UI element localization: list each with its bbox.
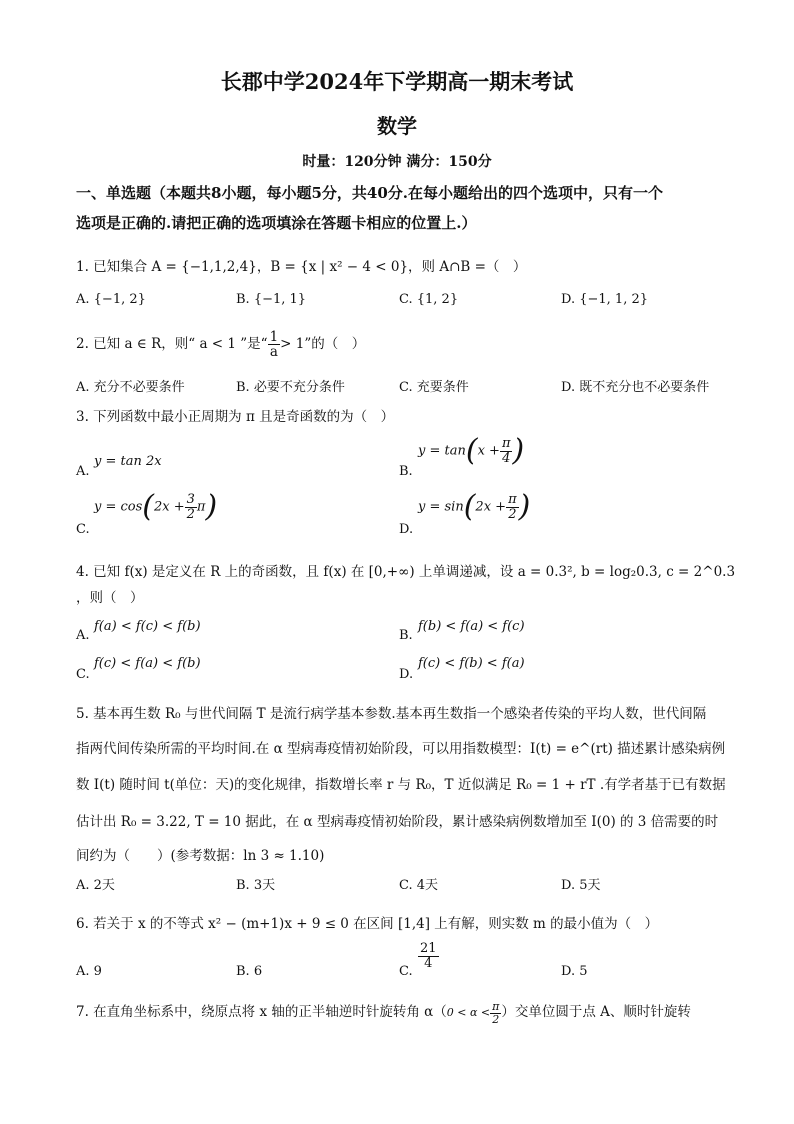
q3-d-inner: 2x + [475, 499, 507, 515]
q7-cond-num: π [492, 999, 500, 1013]
q7-cond-pre: 0 < α < [446, 1006, 491, 1019]
exam-subject: 数学 [377, 114, 417, 138]
q3-c-inner: 2x + [154, 499, 185, 515]
q2-stem-pre: 2. 已知 a ∈ R，则“ a < 1 ”是“ [76, 336, 268, 353]
q3-c-fraction [185, 493, 197, 521]
q6-option-d: D. 5 [561, 964, 588, 979]
section-heading-line2: 选项是正确的.请把正确的选项填涂在答题卡相应的位置上.） [76, 214, 477, 232]
q3-c-func: y = cos [94, 499, 143, 515]
q3-d-num: π [508, 491, 517, 507]
q3-option-c-expr: y = cos(2x + $\frac{3}{2}$ π) [94, 489, 218, 524]
q5-option-a: A. 2天 [76, 878, 115, 893]
q2-option-d: D. 既不充分也不必要条件 [561, 380, 710, 395]
q7-stem [76, 1000, 691, 1025]
q6-c-den: 4 [424, 955, 433, 971]
q2-frac-den: a [269, 344, 278, 361]
q3-c-num: 3 [186, 491, 195, 507]
q4-option-a-expr: f(a) < f(c) < f(b) [94, 619, 201, 634]
q5-line2: 指两代间传染所需的平均时间.在 α 型病毒疫情初始阶段，可以用指数模型：I(t) = e^(rt) 描述累计感染病例 [76, 741, 726, 757]
q2-option-a: A. 充分不必要条件 [76, 380, 185, 395]
q2-fraction [268, 330, 281, 359]
q2-rel: > 1 [280, 336, 305, 353]
q4-option-b-label: B. [399, 628, 413, 643]
q5-line5: 间约为（ ）(参考数据：ln 3 ≈ 1.10) [76, 848, 325, 864]
q6-option-b: B. 6 [236, 964, 263, 979]
q4-option-c-expr: f(c) < f(a) < f(b) [94, 656, 201, 671]
q3-option-d-label: D. [399, 522, 414, 537]
section-heading-line1: 一、单选题（本题共8小题，每小题5分，共40分.在每小题给出的四个选项中，只有一个 [76, 184, 663, 202]
q3-option-a-expr: y = tan 2x [94, 454, 162, 469]
q4-option-d-label: D. [399, 667, 414, 682]
q2-option-c: C. 充要条件 [399, 380, 469, 395]
q5-option-b: B. 3天 [236, 878, 276, 893]
q7-cond-den: 2 [492, 1012, 500, 1026]
q2-option-b: B. 必要不充分条件 [236, 380, 345, 395]
q1-option-d: D. {−1, 1, 2} [561, 292, 649, 307]
q7-stem-pre: 7. 在直角坐标系中，绕原点将 x 轴的正半轴逆时针旋转角 α（ [76, 1004, 447, 1020]
q3-option-b-label: B. [399, 464, 413, 479]
q4-option-c-label: C. [76, 667, 90, 682]
q4-stem-cont: ，则（ ） [76, 590, 144, 606]
q2-stem [76, 330, 365, 359]
q1-option-c: C. {1, 2} [399, 292, 459, 307]
q6-option-c-label: C. [399, 964, 413, 979]
q7-condition [446, 999, 502, 1026]
q6-option-a: A. 9 [76, 964, 102, 979]
q3-b-fraction [500, 437, 513, 465]
q3-b-inner: x + [477, 443, 500, 459]
q1-option-a: A. {−1, 2} [76, 292, 146, 307]
q2-frac-num: 1 [269, 329, 279, 345]
q5-line4: 估计出 R₀ = 3.22, T = 10 据此，在 α 型病毒疫情初始阶段，累计感染病例数增加至 I(0) 的 3 倍需要的时 [76, 814, 719, 830]
q3-d-fraction [506, 493, 519, 521]
q6-stem: 6. 若关于 x 的不等式 x² − (m+1)x + 9 ≤ 0 在区间 [1,4] 上有解，则实数 m 的最小值为（ ） [76, 916, 659, 932]
q3-option-a-label: A. [76, 464, 90, 479]
q6-c-num: 21 [420, 941, 437, 956]
q5-line3: 数 I(t) 随时间 t(单位：天)的变化规律，指数增长率 r 与 R₀，T 近似满足 R₀ = 1 + rT .有学者基于已有数据 [76, 777, 726, 793]
q4-stem: 4. 已知 f(x) 是定义在 R 上的奇函数，且 f(x) 在 [0,+∞) 上单调递减，设 a = 0.3², b = log₂0.3, c = 2^0.3 [76, 564, 736, 580]
q3-option-b-expr: y = tan(x + $\frac{\pi}{4}$ ) [418, 433, 525, 468]
q4-option-b-expr: f(b) < f(a) < f(c) [418, 619, 525, 634]
q3-option-c-label: C. [76, 522, 90, 537]
q4-option-a-label: A. [76, 628, 90, 643]
q3-stem: 3. 下列函数中最小正周期为 π 且是奇函数的为（ ） [76, 409, 395, 425]
exam-info: 时量：120分钟 满分：150分 [302, 154, 492, 170]
q3-b-den: 4 [502, 450, 511, 466]
q3-c-den: 2 [186, 506, 195, 522]
q1-stem: 1. 已知集合 A = {−1,1,2,4}，B = {x | x² − 4 < 0}，则 A∩B =（ ） [76, 259, 527, 275]
q1-option-b: B. {−1, 1} [236, 292, 307, 307]
q3-b-func: y = tan [418, 443, 466, 459]
q7-stem-post: ）交单位圆于点 A、顺时针旋转 [501, 1004, 691, 1020]
q3-d-func: y = sin [418, 499, 464, 515]
q5-option-c: C. 4天 [399, 878, 439, 893]
q6-option-c-fraction [418, 942, 439, 970]
q5-line1: 5. 基本再生数 R₀ 与世代间隔 T 是流行病学基本参数.基本再生数指一个感染者传染的平均人数，世代间隔 [76, 706, 707, 722]
q3-c-tail: π [196, 499, 206, 515]
q4-option-d-expr: f(c) < f(b) < f(a) [418, 656, 525, 671]
q3-b-num: π [501, 435, 511, 451]
q2-stem-post: ”的（ ） [304, 336, 366, 353]
q3-d-den: 2 [508, 506, 517, 522]
q5-option-d: D. 5天 [561, 878, 601, 893]
exam-title: 长郡中学2024年下学期高一期末考试 [220, 69, 574, 94]
q3-option-d-expr: y = sin(2x + $\frac{\pi}{2}$ ) [418, 489, 531, 524]
